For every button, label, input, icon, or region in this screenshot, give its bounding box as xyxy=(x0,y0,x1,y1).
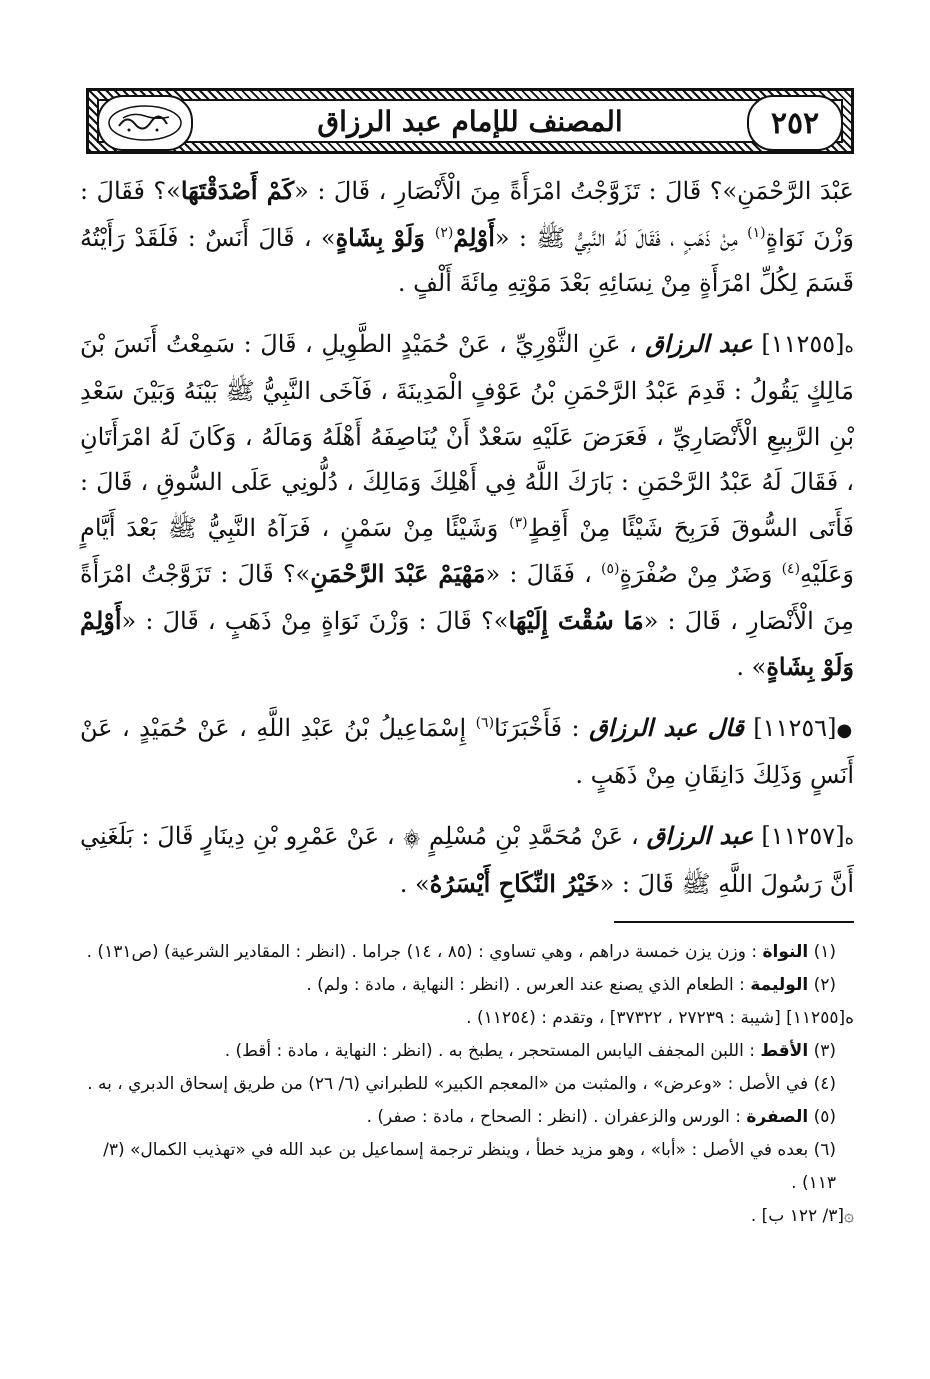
seal-icon xyxy=(105,102,185,144)
narrator-name: عبد الرزاق xyxy=(645,328,753,358)
text-segment: ، عَنِ الثَّوْرِيِّ ، عَنْ حُمَيْدٍ الطَّوِيلِ ، قَالَ : سَمِعْتُ أَنَسَ بْنَ مَالِكٍ يَقُولُ : قَدِمَ عَبْدُ الرَّحْمَنِ بْنُ عَوْفٍ الْمَدِينَةَ ، فَآخَى النَّبِيُّ ﷺ بَيْنَهُ وَبَيْنَ سَعْدِ بْنِ الرَّبِيعِ الْأَنْصَارِيِّ ، فَعَرَضَ عَلَيْهِ سَعْدٌ أَنْ يُنَاصِفَهُ أَهْلَهُ وَمَالَهُ ، وَكَانَ لَهُ امْرَأَتَانِ ، فَقَالَ لَهُ عَبْدُ الرَّحْمَنِ : بَارَكَ اللَّهُ فِي أَهْلِكَ وَمَالِكَ ، دُلُّونِي عَلَى السُّوقِ ، قَالَ : فَأَتَى السُّوقَ فَرَبِحَ شَيْئًا مِنْ أَقِطٍ xyxy=(80,329,854,542)
narrator-name: قال عبد الرزاق xyxy=(589,712,744,742)
footnote-1 xyxy=(80,936,854,969)
hadith-number: [١١٢٥٧] xyxy=(761,821,845,850)
hadith-marker: ه xyxy=(844,827,854,849)
book-title: المصنف للإمام عبد الرزاق xyxy=(317,104,623,138)
text-segment: عَبْدَ الرَّحْمَنِ»؟ قَالَ : تَزَوَّجْتُ امْرَأَةً مِنَ الْأَنْصَارِ ، قَالَ : « xyxy=(294,177,854,205)
text-segment: ، عَنْ مُحَمَّدِ بْنِ مُسْلِمٍ ۞ ، عَنْ عَمْرِو بْنِ دِينَارٍ قَالَ : بَلَغَنِي أَنَّ رَسُولَ اللَّهِ ﷺ قَالَ : « xyxy=(80,821,854,898)
main-text xyxy=(80,168,854,922)
footnote-6 xyxy=(80,1134,854,1200)
hadith-11255 xyxy=(80,321,854,691)
hadith-11256 xyxy=(80,705,854,799)
text-segment: وَضَرٌ مِنْ صُفْرَةٍ xyxy=(619,560,782,588)
footnote-text: ۞[٣/ ١٢٢ ب] . xyxy=(750,1206,854,1226)
footnote-3 xyxy=(80,1035,854,1068)
footnote-ref: (٤) xyxy=(781,561,801,577)
footnote-ref: (٢) xyxy=(434,224,454,241)
page-header xyxy=(86,88,854,154)
footnote-ref: (٦) xyxy=(475,714,495,731)
footnote-number: (٢) xyxy=(813,975,836,995)
footnote-text: في الأصل : «وعرض» ، والمثبت من «المعجم الكبير» للطبراني (٦/ ٢٦) من طريق إسحاق الدبري ، به . xyxy=(87,1074,814,1094)
text-segment: »؟ قَالَ : وَزْنَ نَوَاةٍ مِنْ ذَهَبٍ ، قَالَ : « xyxy=(121,606,509,635)
footnote-text: : الطعام الذي يصنع عند العرس . (انظر : النهاية ، مادة : ولم) . xyxy=(306,975,751,995)
text-segment: وَشَيْئًا مِنْ سَمْنٍ ، فَرَآهُ النَّبِيُّ ﷺ بَعْدَ أَيَّامٍ وَعَلَيْهِ xyxy=(80,513,854,588)
paragraph-continuation xyxy=(80,168,854,307)
footnote-term: الصفرة xyxy=(746,1107,809,1127)
footnote-ref: (٣) xyxy=(509,514,528,531)
text-segment: إِسْمَاعِيلُ بْنُ عَبْدِ اللَّهِ ، عَنْ حُمَيْدٍ ، عَنْ أَنَسٍ وَذَلِكَ دَانِقَانِ مِنْ ذَهَبٍ . xyxy=(80,713,854,789)
footnote-text: بعده في الأصل : «أبا» ، وهو مزيد خطأ ، وينظر ترجمة إسماعيل بن عبد الله في «تهذيب الكمال» (٣/ ١١٣) . xyxy=(103,1140,836,1193)
footnote-5 xyxy=(80,1101,854,1134)
page-number: ٢٥٢ xyxy=(747,95,843,151)
footnote-number: (٦) xyxy=(813,1140,836,1160)
text-segment: » ، قَالَ أَنَسٌ : فَلَقَدْ رَأَيْتُهُ قَسَمَ لِكُلِّ امْرَأَةٍ مِنْ نِسَائِهِ بَعْدَ مَوْتِهِ مِائَةَ أَلْفٍ . xyxy=(80,223,854,297)
footnote-ref: (٥) xyxy=(600,561,620,577)
text-segment: ، فَقَالَ : « xyxy=(485,560,601,588)
footnote-text: : اللبن المجفف اليابس المستحجر ، يطبخ به . (انظر : النهاية ، مادة : أقط) . xyxy=(224,1041,761,1061)
footnote-divider xyxy=(614,921,854,923)
footnote-ref: (١) xyxy=(747,224,766,241)
quoted-speech: خَيْرُ النِّكَاحِ أَيْسَرُهُ xyxy=(429,869,600,898)
text-segment: مِنْ ذَهَبٍ ، فَقَالَ لَهُ النَّبِيُّ ﷺ : « xyxy=(494,223,748,252)
footnote-number: (٣) xyxy=(813,1041,836,1061)
quoted-speech: مَهْيَمْ عَبْدَ الرَّحْمَنِ xyxy=(310,559,486,588)
footnote-term: الأقط xyxy=(760,1041,809,1061)
quoted-speech: أَوْلِمْ وَلَوْ بِشَاةٍ xyxy=(80,605,854,681)
text-segment: : فَأَخْبَرَنَا xyxy=(494,713,590,742)
footnote-4 xyxy=(80,1068,854,1101)
hadith-number: [١١٢٥٦] xyxy=(753,713,837,742)
footnote-source-11255 xyxy=(80,1002,854,1035)
quoted-speech: أَوْلِمْ xyxy=(453,222,495,252)
footnotes xyxy=(80,936,854,1233)
footnote-number: (٥) xyxy=(813,1107,836,1127)
text-segment: »؟ فَقَالَ : وَزْنَ نَوَاةٍ xyxy=(80,177,854,252)
text-segment: » . xyxy=(399,870,430,898)
quoted-speech: كَمْ أَصْدَقْتَهَا xyxy=(180,176,295,205)
text-segment: »؟ قَالَ : تَزَوَّجْتُ امْرَأَةً مِنَ الْأَنْصَارِ ، قَالَ : « xyxy=(80,560,854,635)
hadith-11257 xyxy=(80,813,854,908)
quoted-speech: مَا سُقْتَ إِلَيْهَا xyxy=(508,605,644,635)
footnote-number: (١) xyxy=(813,942,836,962)
hadith-marker: ● xyxy=(836,719,854,741)
footnote-term: النواة xyxy=(762,942,809,962)
footnote-text: ه[١١٢٥٥] [شيبة : ٢٧٢٣٩ ، ٣٧٣٢٢] ، وتقدم : (١١٢٥٤) . xyxy=(466,1008,854,1028)
hadith-number: [١١٢٥٥] xyxy=(761,329,845,358)
book-seal-logo xyxy=(97,95,193,151)
footnote-text: : وزن يزن خمسة دراهم ، وهي تساوي : (٨٥ ، ١٤) جراما . (انظر : المقادير الشرعية) (ص١٣١) . xyxy=(86,942,763,962)
footnote-2 xyxy=(80,969,854,1002)
footnote-text: : الورس والزعفران . (انظر : الصحاح ، مادة : صفر) . xyxy=(366,1107,747,1127)
footnote-number: (٤) xyxy=(813,1074,836,1094)
text-segment: » . xyxy=(736,653,767,681)
header-title-frame xyxy=(97,99,843,143)
footnote-folio-ref xyxy=(80,1200,854,1233)
narrator-name: عبد الرزاق xyxy=(646,820,754,850)
footnote-term: الوليمة xyxy=(750,975,809,995)
hadith-marker: ه xyxy=(844,335,854,357)
quoted-speech: وَلَوْ بِشَاةٍ xyxy=(335,222,435,252)
